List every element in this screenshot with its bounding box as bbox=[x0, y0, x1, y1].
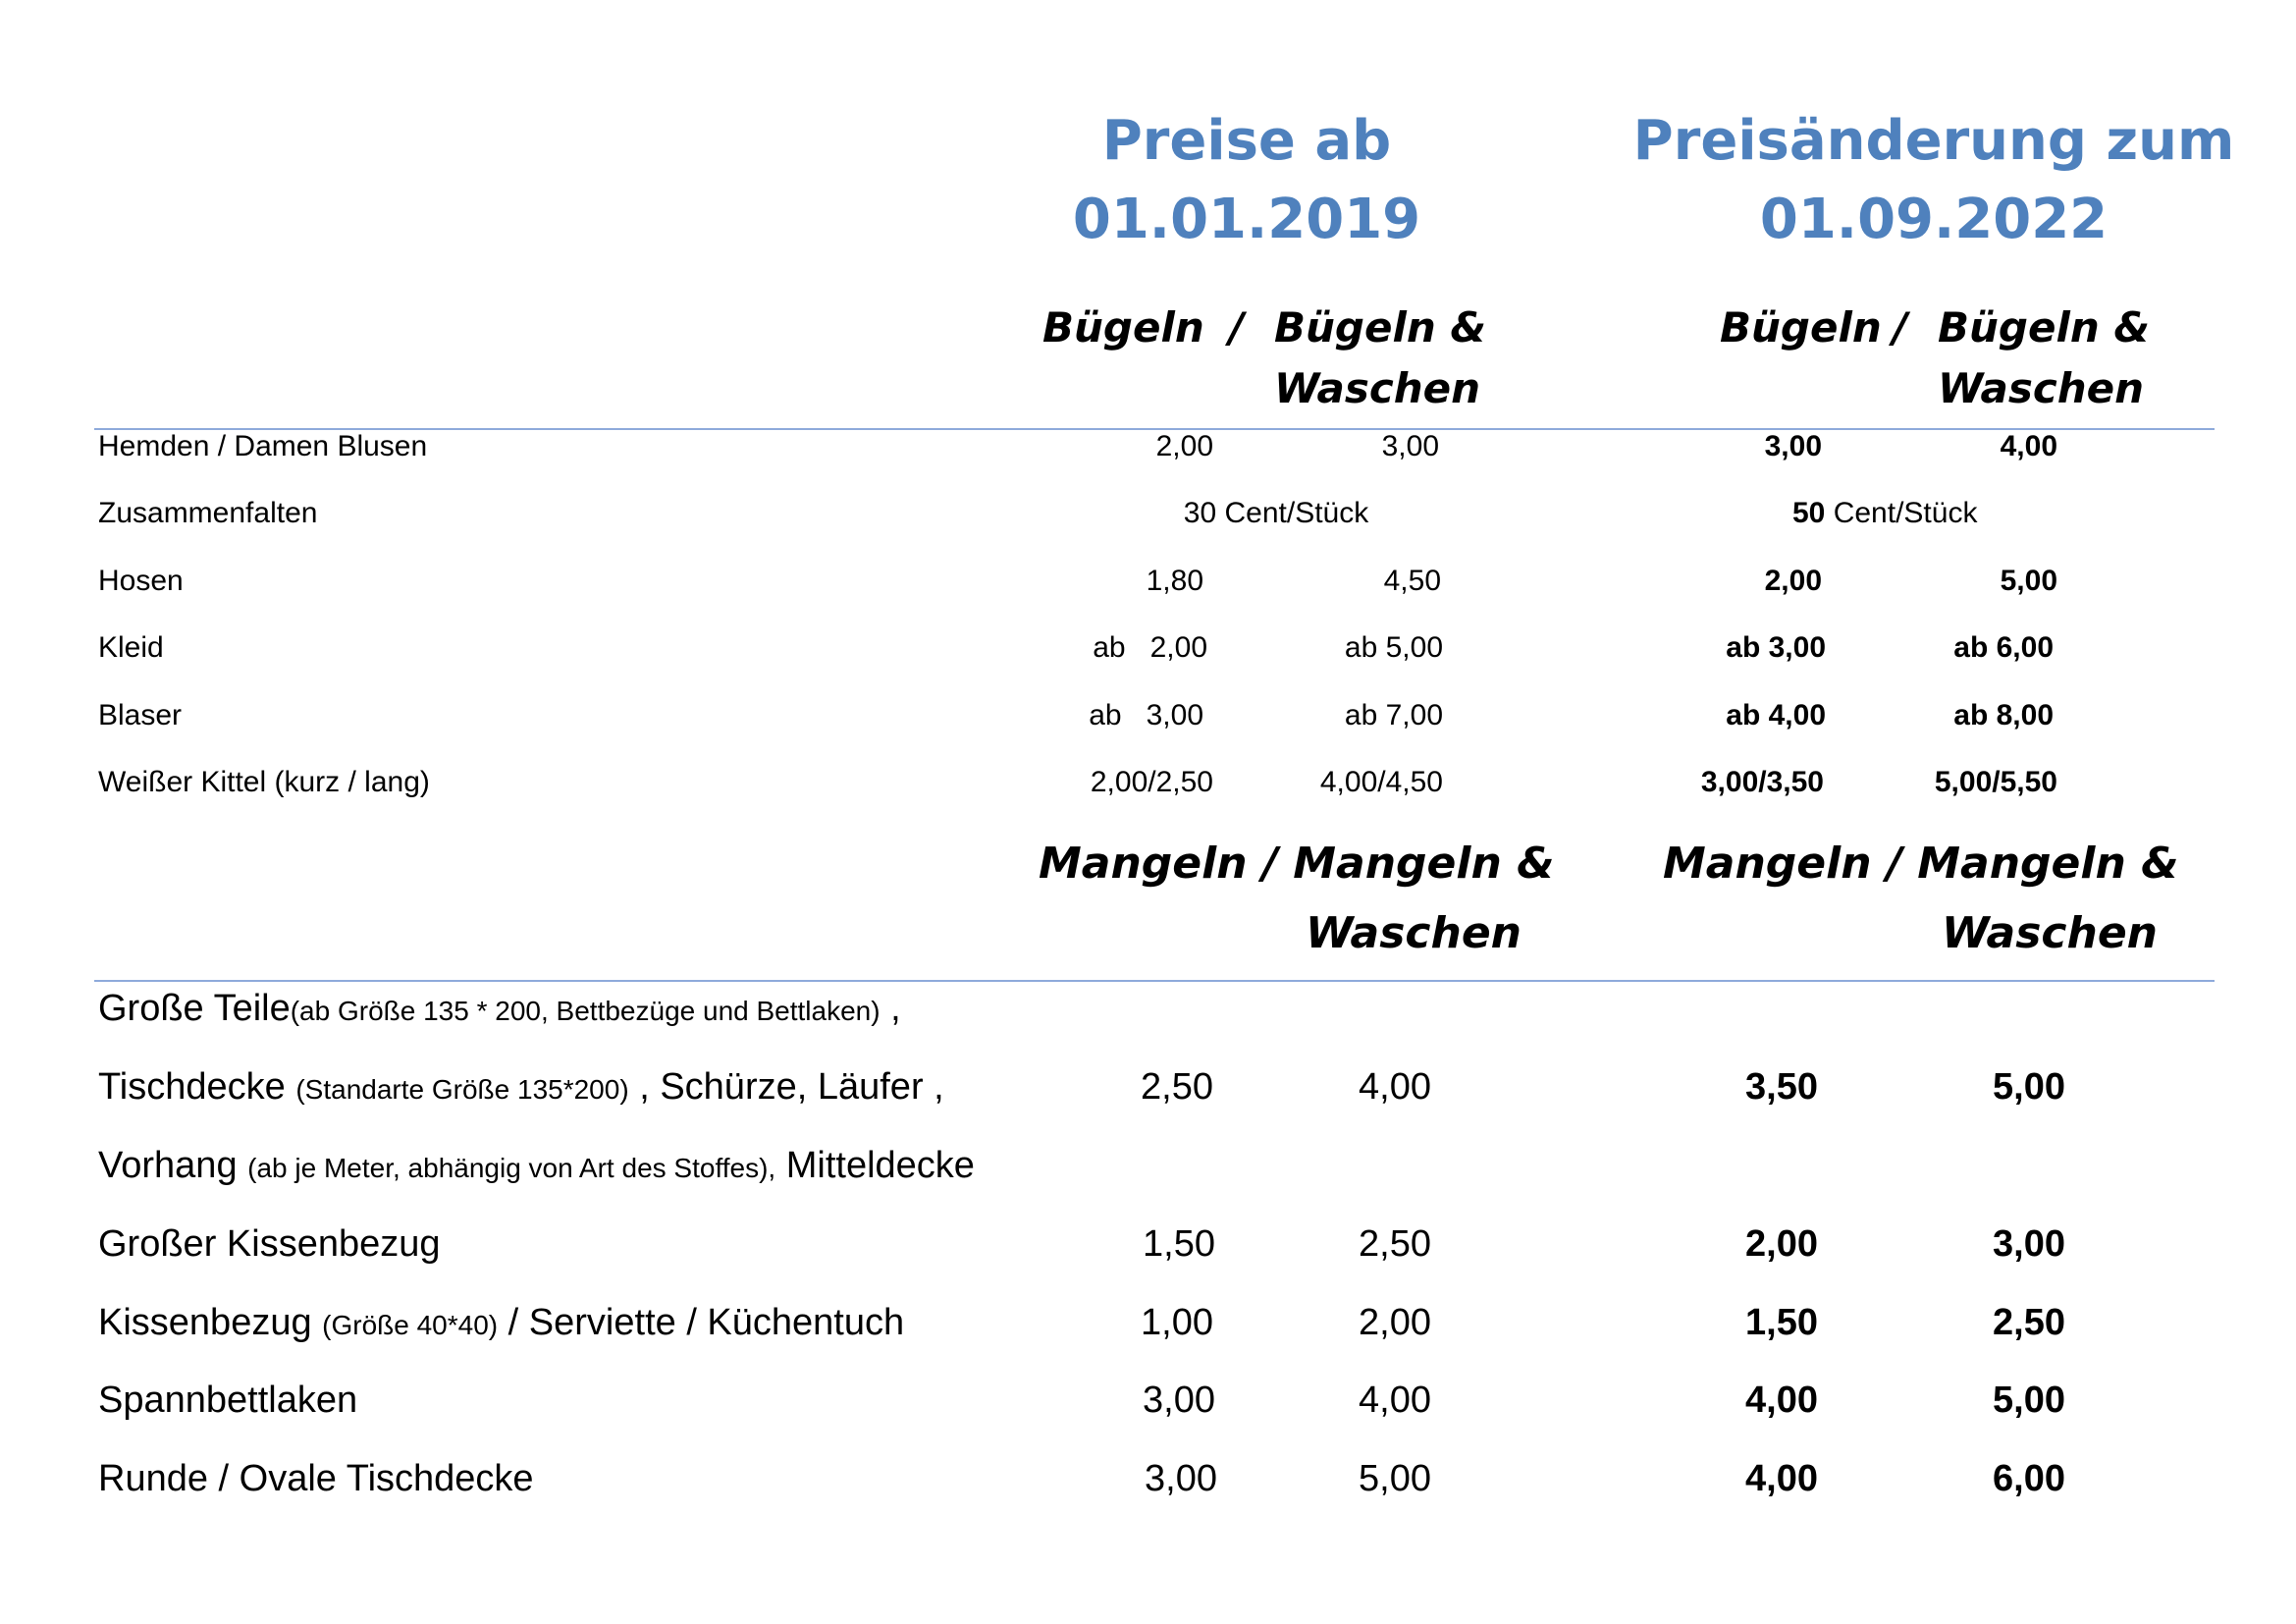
old-price-mangling-washing: 4,00 bbox=[1359, 1066, 1431, 1108]
old-price-ironing-washing: 4,00/4,50 bbox=[1319, 766, 1443, 798]
new-price-mangling-washing: 2,50 bbox=[1993, 1302, 2065, 1343]
new-price-mangling-washing: 3,00 bbox=[1993, 1223, 2065, 1265]
label-text: , Schürze, Läufer , bbox=[628, 1066, 944, 1108]
old-price-ironing: 2,00 bbox=[1155, 430, 1213, 462]
old-price-folding: 30 Cent/Stück bbox=[1183, 497, 1369, 529]
sub-old-buegeln-waschen: Bügeln & bbox=[1274, 303, 1487, 352]
new-price-mangling-washing: 5,00 bbox=[1993, 1066, 2065, 1108]
new-price-mangling-washing: 5,00 bbox=[1993, 1380, 2065, 1421]
new-price-folding-unit: Cent/Stück bbox=[1825, 497, 1978, 529]
new-price-ironing-washing: ab 6,00 bbox=[1953, 631, 2054, 664]
label-text: Mitteldecke bbox=[775, 1145, 975, 1186]
row-label: Zusammenfalten bbox=[98, 497, 318, 529]
label-note: (ab Größe 135 * 200, Bettbezüge und Bettlaken) bbox=[290, 996, 881, 1026]
new-price-mangling-washing: 6,00 bbox=[1993, 1458, 2065, 1499]
row-label: Weißer Kittel (kurz / lang) bbox=[98, 766, 430, 798]
label-note: (Standarte Größe 135*200) bbox=[295, 1074, 629, 1105]
old-price-ironing-washing: ab 5,00 bbox=[1344, 631, 1443, 664]
new-price-ironing: ab 3,00 bbox=[1726, 631, 1826, 664]
label-text: , bbox=[880, 988, 901, 1029]
sub-new-mangeln: Mangeln / Mangeln & bbox=[1663, 839, 2179, 889]
new-price-mangling: 1,50 bbox=[1745, 1302, 1818, 1343]
row-label-line3 bbox=[98, 1145, 975, 1187]
heading-new-prices bbox=[1629, 102, 2238, 259]
sub-old-mangeln: Mangeln / Mangeln & bbox=[1039, 839, 1555, 889]
new-price-ironing-washing: 5,00 bbox=[2000, 565, 2057, 597]
label-note: (Größe 40*40) bbox=[322, 1310, 499, 1340]
new-price-ironing-washing: 4,00 bbox=[2000, 430, 2057, 462]
row-label: Kleid bbox=[98, 631, 164, 664]
row-label: Spannbettlaken bbox=[98, 1380, 358, 1421]
label-text: Große Teile bbox=[98, 988, 291, 1029]
old-price-ironing-washing: ab 7,00 bbox=[1344, 699, 1443, 731]
heading-new-line1: Preisänderung zum bbox=[1632, 109, 2235, 173]
sub-old-waschen: Waschen bbox=[1274, 364, 1480, 412]
new-price-folding-value: 50 bbox=[1792, 497, 1826, 529]
label-text: / Serviette / Küchentuch bbox=[498, 1302, 905, 1343]
old-price-mangling-washing: 2,50 bbox=[1359, 1223, 1431, 1265]
sub-new-waschen: Waschen bbox=[1938, 364, 2144, 412]
old-price-mangling-washing: 2,00 bbox=[1359, 1302, 1431, 1343]
row-label: Runde / Ovale Tischdecke bbox=[98, 1458, 534, 1499]
row-label: Hemden / Damen Blusen bbox=[98, 430, 428, 462]
new-price-mangling: 2,00 bbox=[1745, 1223, 1818, 1265]
divider-line bbox=[94, 980, 2215, 982]
heading-old-prices bbox=[1001, 102, 1492, 259]
new-price-mangling: 4,00 bbox=[1745, 1380, 1818, 1421]
new-price-ironing-washing: ab 8,00 bbox=[1953, 699, 2054, 731]
new-price-folding bbox=[1792, 497, 1977, 530]
row-label: Großer Kissenbezug bbox=[98, 1223, 441, 1265]
old-price-mangling: 3,00 bbox=[1143, 1380, 1215, 1421]
new-price-ironing: ab 4,00 bbox=[1726, 699, 1826, 731]
label-text: Tischdecke bbox=[98, 1066, 296, 1108]
row-label-line1 bbox=[98, 988, 901, 1030]
new-price-mangling: 4,00 bbox=[1745, 1458, 1818, 1499]
old-price-ironing: 1,80 bbox=[1146, 565, 1203, 597]
old-price-mangling-washing: 4,00 bbox=[1359, 1380, 1431, 1421]
row-label-line2 bbox=[98, 1066, 944, 1109]
new-price-ironing-washing: 5,00/5,50 bbox=[1934, 766, 2057, 798]
new-price-mangling: 3,50 bbox=[1745, 1066, 1818, 1108]
old-price-mangling: 1,00 bbox=[1141, 1302, 1213, 1343]
old-price-mangling: 1,50 bbox=[1143, 1223, 1215, 1265]
row-label bbox=[98, 1302, 904, 1344]
new-price-ironing: 3,00/3,50 bbox=[1700, 766, 1824, 798]
old-price-mangling: 2,50 bbox=[1141, 1066, 1213, 1108]
new-price-ironing: 3,00 bbox=[1764, 430, 1822, 462]
old-price-mangling-washing: 5,00 bbox=[1359, 1458, 1431, 1499]
label-text: Kissenbezug bbox=[98, 1302, 323, 1343]
old-price-ironing: 2,00/2,50 bbox=[1090, 766, 1213, 798]
old-price-ironing: ab 3,00 bbox=[1089, 699, 1203, 731]
heading-old-line1: Preise ab bbox=[1101, 109, 1392, 173]
heading-old-line2: 01.01.2019 bbox=[1072, 188, 1421, 251]
sub-old-slash: / bbox=[1229, 303, 1245, 352]
new-price-ironing: 2,00 bbox=[1764, 565, 1822, 597]
old-price-ironing-washing: 4,50 bbox=[1383, 565, 1441, 597]
old-price-ironing: ab 2,00 bbox=[1093, 631, 1207, 664]
sub-old-mangeln-waschen: Waschen bbox=[1306, 908, 1522, 958]
row-label: Hosen bbox=[98, 565, 184, 597]
sub-new-slash: / bbox=[1893, 303, 1908, 352]
old-price-mangling: 3,00 bbox=[1145, 1458, 1217, 1499]
label-note: (ab je Meter, abhängig von Art des Stoffes), bbox=[247, 1153, 776, 1183]
sub-new-mangeln-waschen: Waschen bbox=[1942, 908, 2158, 958]
old-price-ironing-washing: 3,00 bbox=[1381, 430, 1439, 462]
sub-new-buegeln-waschen: Bügeln & bbox=[1938, 303, 2151, 352]
heading-new-line2: 01.09.2022 bbox=[1759, 188, 2109, 251]
row-label: Blaser bbox=[98, 699, 183, 731]
sub-new-buegeln: Bügeln bbox=[1720, 303, 1882, 352]
sub-old-buegeln: Bügeln bbox=[1042, 303, 1204, 352]
label-text: Vorhang bbox=[98, 1145, 248, 1186]
